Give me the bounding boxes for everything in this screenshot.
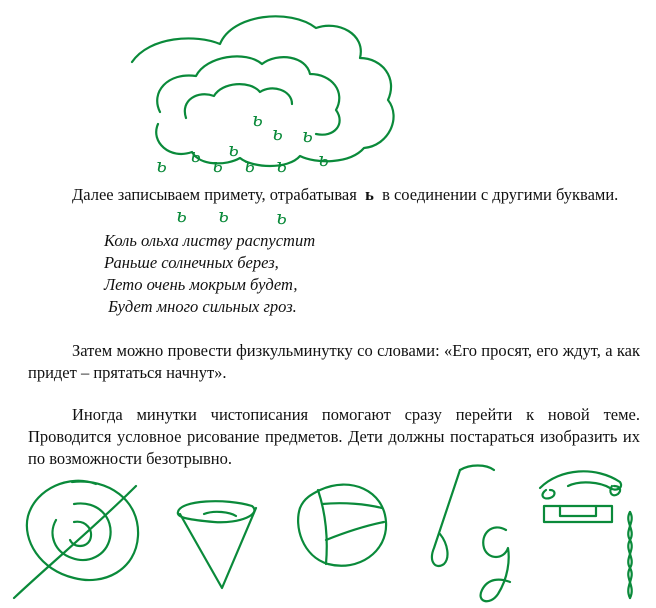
poem-line: Коль ольха листву распустит: [104, 231, 316, 250]
paragraph-exercise: Затем можно провести физкульминутку со словами: «Его просят, его ждут, а как придет – прятаться начнут».: [28, 341, 640, 382]
rain-letter: ь: [276, 153, 287, 177]
rain-letter: ь: [302, 123, 313, 147]
ball-drawing: [298, 485, 386, 566]
paragraph-intro-text-2: в соединении с другими буквами.: [382, 185, 619, 204]
rain-letter: ь: [276, 205, 287, 229]
telephone-drawing: [540, 471, 621, 522]
chain-drawing: [628, 512, 631, 598]
poem-line: Будет много сильных гроз.: [104, 297, 297, 316]
rain-letter: ь: [318, 147, 329, 171]
rain-letter: ь: [228, 137, 239, 161]
paragraph-intro: [28, 184, 640, 206]
cloud-outline-inner: [185, 84, 292, 118]
rain-letter: ь: [190, 143, 201, 167]
rain-letter: ь: [156, 153, 167, 177]
letter-d-drawing: [481, 527, 510, 601]
spiral-target-drawing: [14, 481, 138, 598]
drawings-row: [0, 460, 656, 608]
rain-letter: ь: [212, 153, 223, 177]
rain-letters: [156, 107, 329, 229]
poem: [104, 230, 315, 318]
rain-letter: ь: [244, 153, 255, 177]
rain-letter: ь: [218, 203, 229, 227]
rain-letter: ь: [176, 203, 187, 227]
paragraph-drawing: Иногда минутки чистописания помогают сразу перейти к новой теме. Проводится условное рисование предметов. Дети должны постараться изобразить их по возможности безотрывно.: [28, 405, 640, 468]
poem-line: Лето очень мокрым будет,: [104, 275, 298, 294]
rain-letter: ь: [252, 107, 263, 131]
soft-sign-letter: ь: [365, 185, 374, 204]
cone-drawing: [178, 501, 256, 588]
rain-letter: ь: [272, 121, 283, 145]
poem-line: Раньше солнечных берез,: [104, 253, 279, 272]
paragraph-intro-text-1: Далее записываем примету, отрабатывая: [72, 185, 357, 204]
